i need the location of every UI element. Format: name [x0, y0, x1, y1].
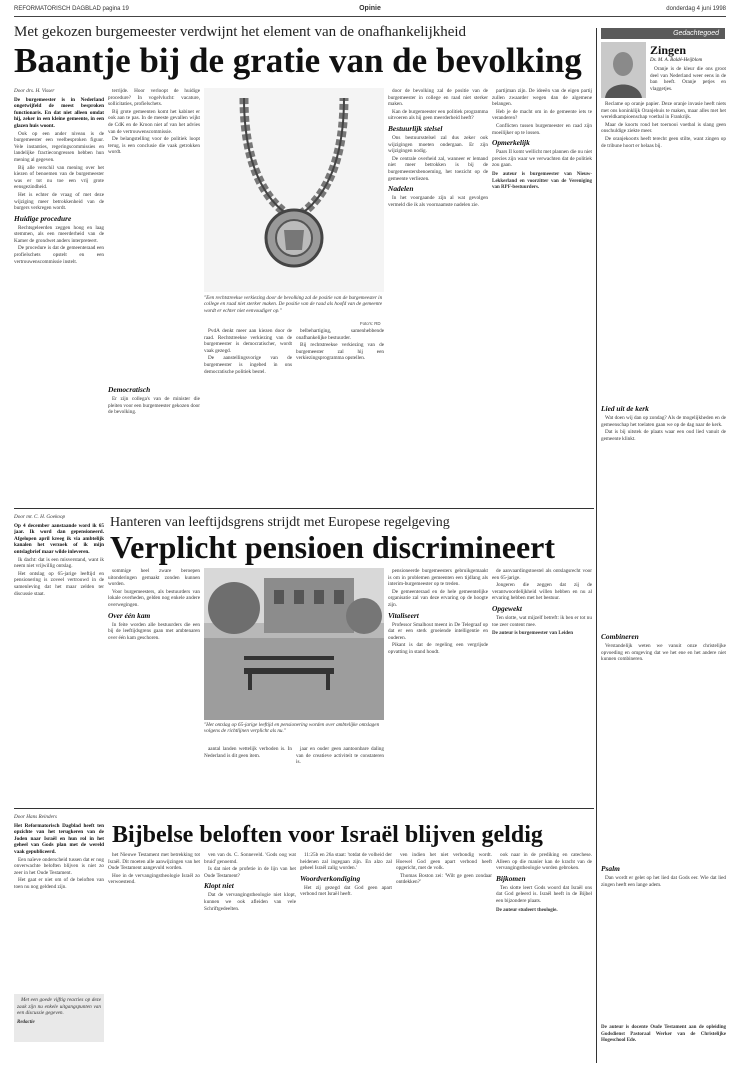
sidebar-signature [601, 1022, 726, 1058]
article2-col3 [204, 746, 292, 804]
subhead: Huidige procedure [14, 213, 72, 223]
sidebar-paragraph: Maar de koorts rond het toernooi voetbal is slang geen onschuldige ziekte meer. [601, 121, 726, 135]
paragraph: sommige heel zware beroepen uitonderingen gemaakt zonden kunnen worden. [108, 568, 200, 588]
byline: Door mr. C. H. Goekoop [14, 514, 66, 520]
paragraph: belbehartiging, samenhebbende onafhankelijke bestuurder. [296, 328, 384, 341]
article1-col1 [14, 88, 104, 506]
paragraph: De centrale overheid zal, wanneer er lemand niet meer betrokken is bij de burgemeestersbenoeming, het toezicht op de gemeente verliezen. [388, 155, 488, 182]
paragraph: De aanstellingsvorige van de burgemeester is ingebed in ons democratische politiek bestel. [204, 355, 292, 375]
paragraph: terrijde. Hoor verloopt de huidige procedure? In vogelvlucht: vacature, sollicitaties, profielschets. [108, 88, 200, 108]
sidebar-body-3 [601, 630, 726, 860]
article1-headline: Baantje bij de gratie van de bevolking [14, 41, 582, 80]
byline: Door Hans Reinders [14, 814, 57, 820]
article3-col6 [496, 852, 592, 1058]
subhead: Over één kam [108, 610, 151, 620]
paragraph: In het voorgaande zijn al wat gevolgen vermeld die ik als voornaamste nadelen zie. [388, 195, 488, 208]
paragraph: Rechtsgeleerden zeggen hoog en laag stemmen, als een meerderheid van de Kamer de grondwet anders interpreteert. [14, 224, 104, 244]
sidebar-body-2 [601, 402, 726, 628]
issue-date: donderdag 4 juni 1998 [666, 6, 726, 12]
paragraph: Bij rechtstreekse verkiezing van de burgemeester zal hij een verkiezingsprogramma opstellen. [296, 342, 384, 362]
sidebar-paragraph: Verstandelijk weten we vanuit onze christelijke opvoeding en omgeving dat we het ene en het andere niet kunnen combineren. [601, 643, 726, 663]
sidebar-paragraph: Dat is bij uitstek de plaats waar een oud lied vanuit de gemeente klinkt. [601, 429, 726, 442]
signature: De auteur is burgemeester van Leiden [492, 631, 574, 637]
paragraph: De procedure is dat de gemeenteraad een profielschets opstelt en een vertrouwenscommissie instelt. [14, 245, 104, 265]
article2-photo [204, 568, 384, 720]
article3-headline: Bijbelse beloften voor Israël blijven geldig [112, 822, 543, 848]
paragraph: Jongeren die zeggen dat zij de verantwoordelijkheid willen hebben en nu al ervaring hebben met het bestuur. [492, 582, 592, 602]
paragraph: 11:25b en 26a staat: 'totdat de volheid der heidenen zal ingegaan zijn. En alzo zal geheel Israël zalig worden.' [300, 852, 392, 872]
article3-col3 [204, 852, 296, 1058]
sidebar-divider [596, 28, 597, 1063]
article3-col4 [300, 852, 392, 1058]
paragraph: ven van ds. C. Sonneveld. 'Gods oog wat bruid' genoemd. [204, 852, 296, 865]
paragraph: aantal landen wettelijk verboden is. In Nederland is dit geen item. [204, 746, 292, 759]
sidebar-title: Zingen [650, 43, 687, 57]
article-divider [14, 808, 594, 809]
paragraph: pensioneerde burgemeesters gebruikgemaakt is om in problemen gemeenten een tijdlang als interim-burgemeester op te treden. [388, 568, 488, 588]
article3-col5 [396, 852, 492, 1058]
chain-of-office-image [204, 88, 384, 292]
paragraph: Ten slotte leert Gods woord dat Israël ons dat God geleerd is. Israël heeft in de Bijbel een bijzondere plaats. [496, 884, 592, 904]
sidebar-intro [650, 66, 726, 100]
paragraph: ven indien het niet verbondig wordt. Hoewel God geen apart verbond heeft opgericht, met de volk. [396, 852, 492, 872]
lead: Het Reformatorisch Dagblad heeft ten opzichte van het terugkeren van de Joden naar Israël en hun rol in het geheel van Gods plan met de wereld vaak gepubliceerd. [14, 822, 104, 855]
note-text: Met een goede vijftig reacties op deze zaak zijn nu enkele uitgangspunten van een discussie gegeven. [17, 997, 101, 1017]
photo-credit: Foto's: RD [360, 321, 381, 326]
bench-garden-image [204, 568, 384, 720]
paragraph: de aanvaardingstoestel als ontslagsrecht voor een 65-jarige. [492, 568, 592, 581]
header-rule [14, 16, 726, 17]
subhead: Vitaliseert [388, 610, 419, 620]
article2-kicker: Hanteren van leeftijdsgrens strijdt met Europese regelgeving [110, 515, 450, 530]
article1-col2 [108, 88, 200, 506]
subhead: Nadelen [388, 184, 414, 194]
article3-col1 [14, 814, 104, 990]
article1-col4 [296, 328, 384, 506]
paragraph: Ten slotte, wat mijzelf betreft: ik ben er tot nu toe zeer content mee. [492, 614, 592, 628]
paragraph: Kan de burgemeester een politiek programma uitvoeren als hij geen meerderheid heeft? [388, 108, 488, 122]
article2-caption: "Het ontslag op 65-jarige leeftijd en pensionering worden over ambtelijke ontslagen volgens de richtlijnen verplicht als nu." [204, 722, 380, 735]
paragraph: PvdA denkt meer aan kiezen door de raad. Rechtstreekse verkiezing van de burgemeester is democratischer, wordt vaak gezegd. [204, 328, 292, 354]
paragraph: Thomas Boston zei: 'Wilt ge geen zondaar ontdekken?' [396, 872, 492, 886]
portrait-image [601, 42, 646, 98]
paper-name: REFORMATORISCH DAGBLAD pagina 19 [14, 6, 129, 12]
article3-col2 [108, 852, 200, 1058]
paragraph: Professor Smalhout meent in De Telegraaf op dat er een sterk groeiende intelligentie en ouderen. [388, 621, 488, 641]
paragraph: Het zij gezegd dat God geen apart verbond met Israël heeft. [300, 884, 392, 898]
sidebar-subhead: Psalm [601, 864, 620, 873]
article1-col3 [204, 328, 292, 506]
subhead: Klopt niet [204, 881, 234, 891]
sidebar-body-1 [601, 101, 726, 401]
sidebar-paragraph: De oranjekoorts heeft terecht geen stilte, want zingen op de tribune hoort er helaas bij. [601, 135, 726, 149]
subhead: Bijkomen [496, 873, 526, 883]
paragraph: door de bevolking zal de positie van de burgemeester in college en raad niet sterker maken. [388, 88, 488, 108]
subhead: Opgewekt [492, 603, 522, 613]
paragraph: ook naar in de prediking en catechese. Alleen op die manier kan de kracht van de vervangingstheologie worden gebroken. [496, 852, 592, 872]
paragraph: Voor burgemeesters, als bestuurders van lokale overheden, gelden nog enkele andere overwegingen. [108, 588, 200, 608]
paragraph: Pikant is dat de regeling een vergrijsde opvatting in stand houdt. [388, 642, 488, 655]
author-portrait [601, 42, 646, 98]
article1-kicker: Met gekozen burgemeester verdwijnt het element van de onafhankelijkheid [14, 24, 467, 40]
sidebar-paragraph: Reclame op oranje papier. Deze oranje invasie heeft niets met ons koninklijk Oranjehuis te maken, maar alles met het wereldkampioenschap voetbal in Frankrijk. [601, 101, 726, 121]
article3-note [17, 997, 101, 1039]
section-title: Opinie [359, 5, 381, 12]
article-divider [14, 508, 594, 509]
article1-col6 [492, 88, 592, 506]
paragraph: Conflicten tussen burgemeester en raad zijn moeilijker op te lossen. [492, 122, 592, 136]
paragraph: Ons bestuursstelsel zal dus zeker ook wijzigingen moeten ondergaan. Er zijn wijzigingen nodig. [388, 134, 488, 155]
paragraph: Een naïeve onderscheid tussen dat er nog onverwachte beloften blijven is niet zo zeer in het Oude Testament. [14, 856, 104, 876]
article1-col5 [388, 88, 488, 506]
article2-col5 [388, 568, 488, 804]
article1-photo [204, 88, 384, 292]
paragraph: partijman zijn. De ideeën van de eigen partij zullen zwaarder wegen dan de algemene belangen. [492, 88, 592, 108]
paragraph: Hoe in de vervangingstheologie Israël zo verwoestend. [108, 872, 200, 886]
paragraph: Bij grote gemeenten komt het kabinet er ook aan te pas. In de meeste gevallen wijkt de CdK en de Kroon niet af van het advies van de vertrouwenscommissie. [108, 108, 200, 135]
sidebar-body-4 [601, 862, 726, 1018]
byline: Door drs. H. Visser [14, 88, 55, 94]
paragraph: Bij alle verschil van mening over het kiezen of benoemen van de burgemeester was er tot nu toe een vrij grote eensgezindheid. [14, 164, 104, 191]
article1-caption: "Een rechtstreekse verkiezing door de bevolking zal de positie van de burgemeester in college en raad niet sterker maken. De positie van de raad als hoofd van de gemeente wordt er echter niet eenvoudiger op." [204, 295, 383, 314]
paragraph: Ik dacht: dat is een misverstand, want ik neem niet vrijwillig ontslag. [14, 556, 104, 570]
article2-headline: Verplicht pensioen discrimineert [110, 529, 555, 565]
lead: De burgemeester is in Nederland ongetwijfeld de meest besproken functionaris. En dat niet alleen omdat hij, zeker in een kleine gemeente, in een glazen huis woont. [14, 96, 104, 129]
subhead: Woordverkondiging [300, 873, 361, 883]
paragraph: Dat de vervangingstheologie niet klopt, kunnen we ook afleiden van vele Schriftgedeelten. [204, 892, 296, 912]
article2-col2 [108, 568, 200, 804]
subhead: Bestuurlijk stelsel [388, 123, 443, 133]
sidebar-tag: Gedachtegoed [601, 28, 725, 39]
paragraph: Het gaat er niet om of de beloften van toen nu nog geldend zijn. [14, 877, 104, 890]
signature: De auteur is burgemeester van Nieuw-Lekkerland en voorzitter van de Vereniging van RPF-bestuurders. [492, 171, 592, 191]
sidebar-author: Ds. M. A. Baldé-Heijblom [650, 58, 703, 63]
paragraph: Er zijn collega's van de minister die pleiten voor een burgemeester gekozen door de bevolking. [108, 395, 200, 416]
paragraph: Het ontslag op 65-jarige leeftijd en pensionering is zoveel vertrouwd in de samenleving dat het maar zelden ter discussie staat. [14, 570, 104, 597]
sidebar-paragraph: Oranje is de kleur die ons groot deel van Nederland weer eens in de ban heeft. Oranje petjes en vlaggetjes. [650, 66, 726, 92]
article2-col4 [296, 746, 384, 804]
note-by: Redactie [17, 1019, 35, 1025]
paragraph: De gemeenteraad en de hele gemeentelijke organisatie zal van deze ervaring op de hoogte zijn. [388, 588, 488, 608]
subhead: Opmerkelijk [492, 138, 530, 148]
sidebar-sig: De auteur is docente Oude Testament aan de opleiding Godsdienst Pastoraal Werker van de Christelijke Hogeschool Ede. [601, 1025, 726, 1044]
paragraph: Heb je de macht om in de gemeente iets te veranderen? [492, 108, 592, 122]
lead: Op 4 december aanstaande word ik 65 jaar. Ik word dan gepensioneerd. Afgelopen april kreeg ik via ambtelijk kanalen het verzoek of ik mijn ontslagbrief maar wilde inleveren. [14, 522, 104, 555]
sidebar-paragraph: Wat doen wij dan op zondag? Als de mogelijkheden en de gemeenschap het toelaten gaan we op de dag naar de kerk. [601, 415, 726, 428]
signature: De auteur studeert theologie. [496, 907, 558, 913]
article2-col1 [14, 514, 104, 804]
paragraph: Ook op een ander niveau is de burgemeester een veelbesproken figuur. Vele instanties, regeringscommissies en landelijke fractiecongressen hebben hun mening al gegeven. [14, 130, 104, 163]
sidebar-subhead: Combineren [601, 632, 639, 641]
article2-col6 [492, 568, 592, 804]
subhead: Democratisch [108, 384, 151, 394]
paragraph: In feite worden alle bestuurders die een bij de leeftijdsgrens gaan met ambtenaren over één kam geschoren. [108, 621, 200, 641]
sidebar-subhead: Lied uit de kerk [601, 404, 649, 413]
paragraph: Is dat niet de profetie in de lijn van het Oude Testament? [204, 866, 296, 879]
paragraph: jaar en ouder geen aantoonbare daling van de creatieve activiteit te constateren is. [296, 746, 384, 766]
sidebar-paragraph: Dan wordt er gelet op het lied dat Gods eer. Wie dat lied zingen heeft een lange adem. [601, 875, 726, 888]
paragraph: Het is echter de vraag of met deze wijziging meer betrokkenheid van de burgers verkregen wordt. [14, 191, 104, 212]
paragraph: het Nieuwe Testament met betrekking tot Israël. Dit moeten alle aanwijzingen van het Oude Testament aangevuld worden. [108, 852, 200, 872]
paragraph: Paars II komt wellicht met plannen die nu niet precies zijn waar we verwachten dat de politiek zou gaan. [492, 149, 592, 169]
paragraph: De belangstelling voor de politiek loopt terug, is een conclusie die vaak getrokken wordt. [108, 136, 200, 156]
